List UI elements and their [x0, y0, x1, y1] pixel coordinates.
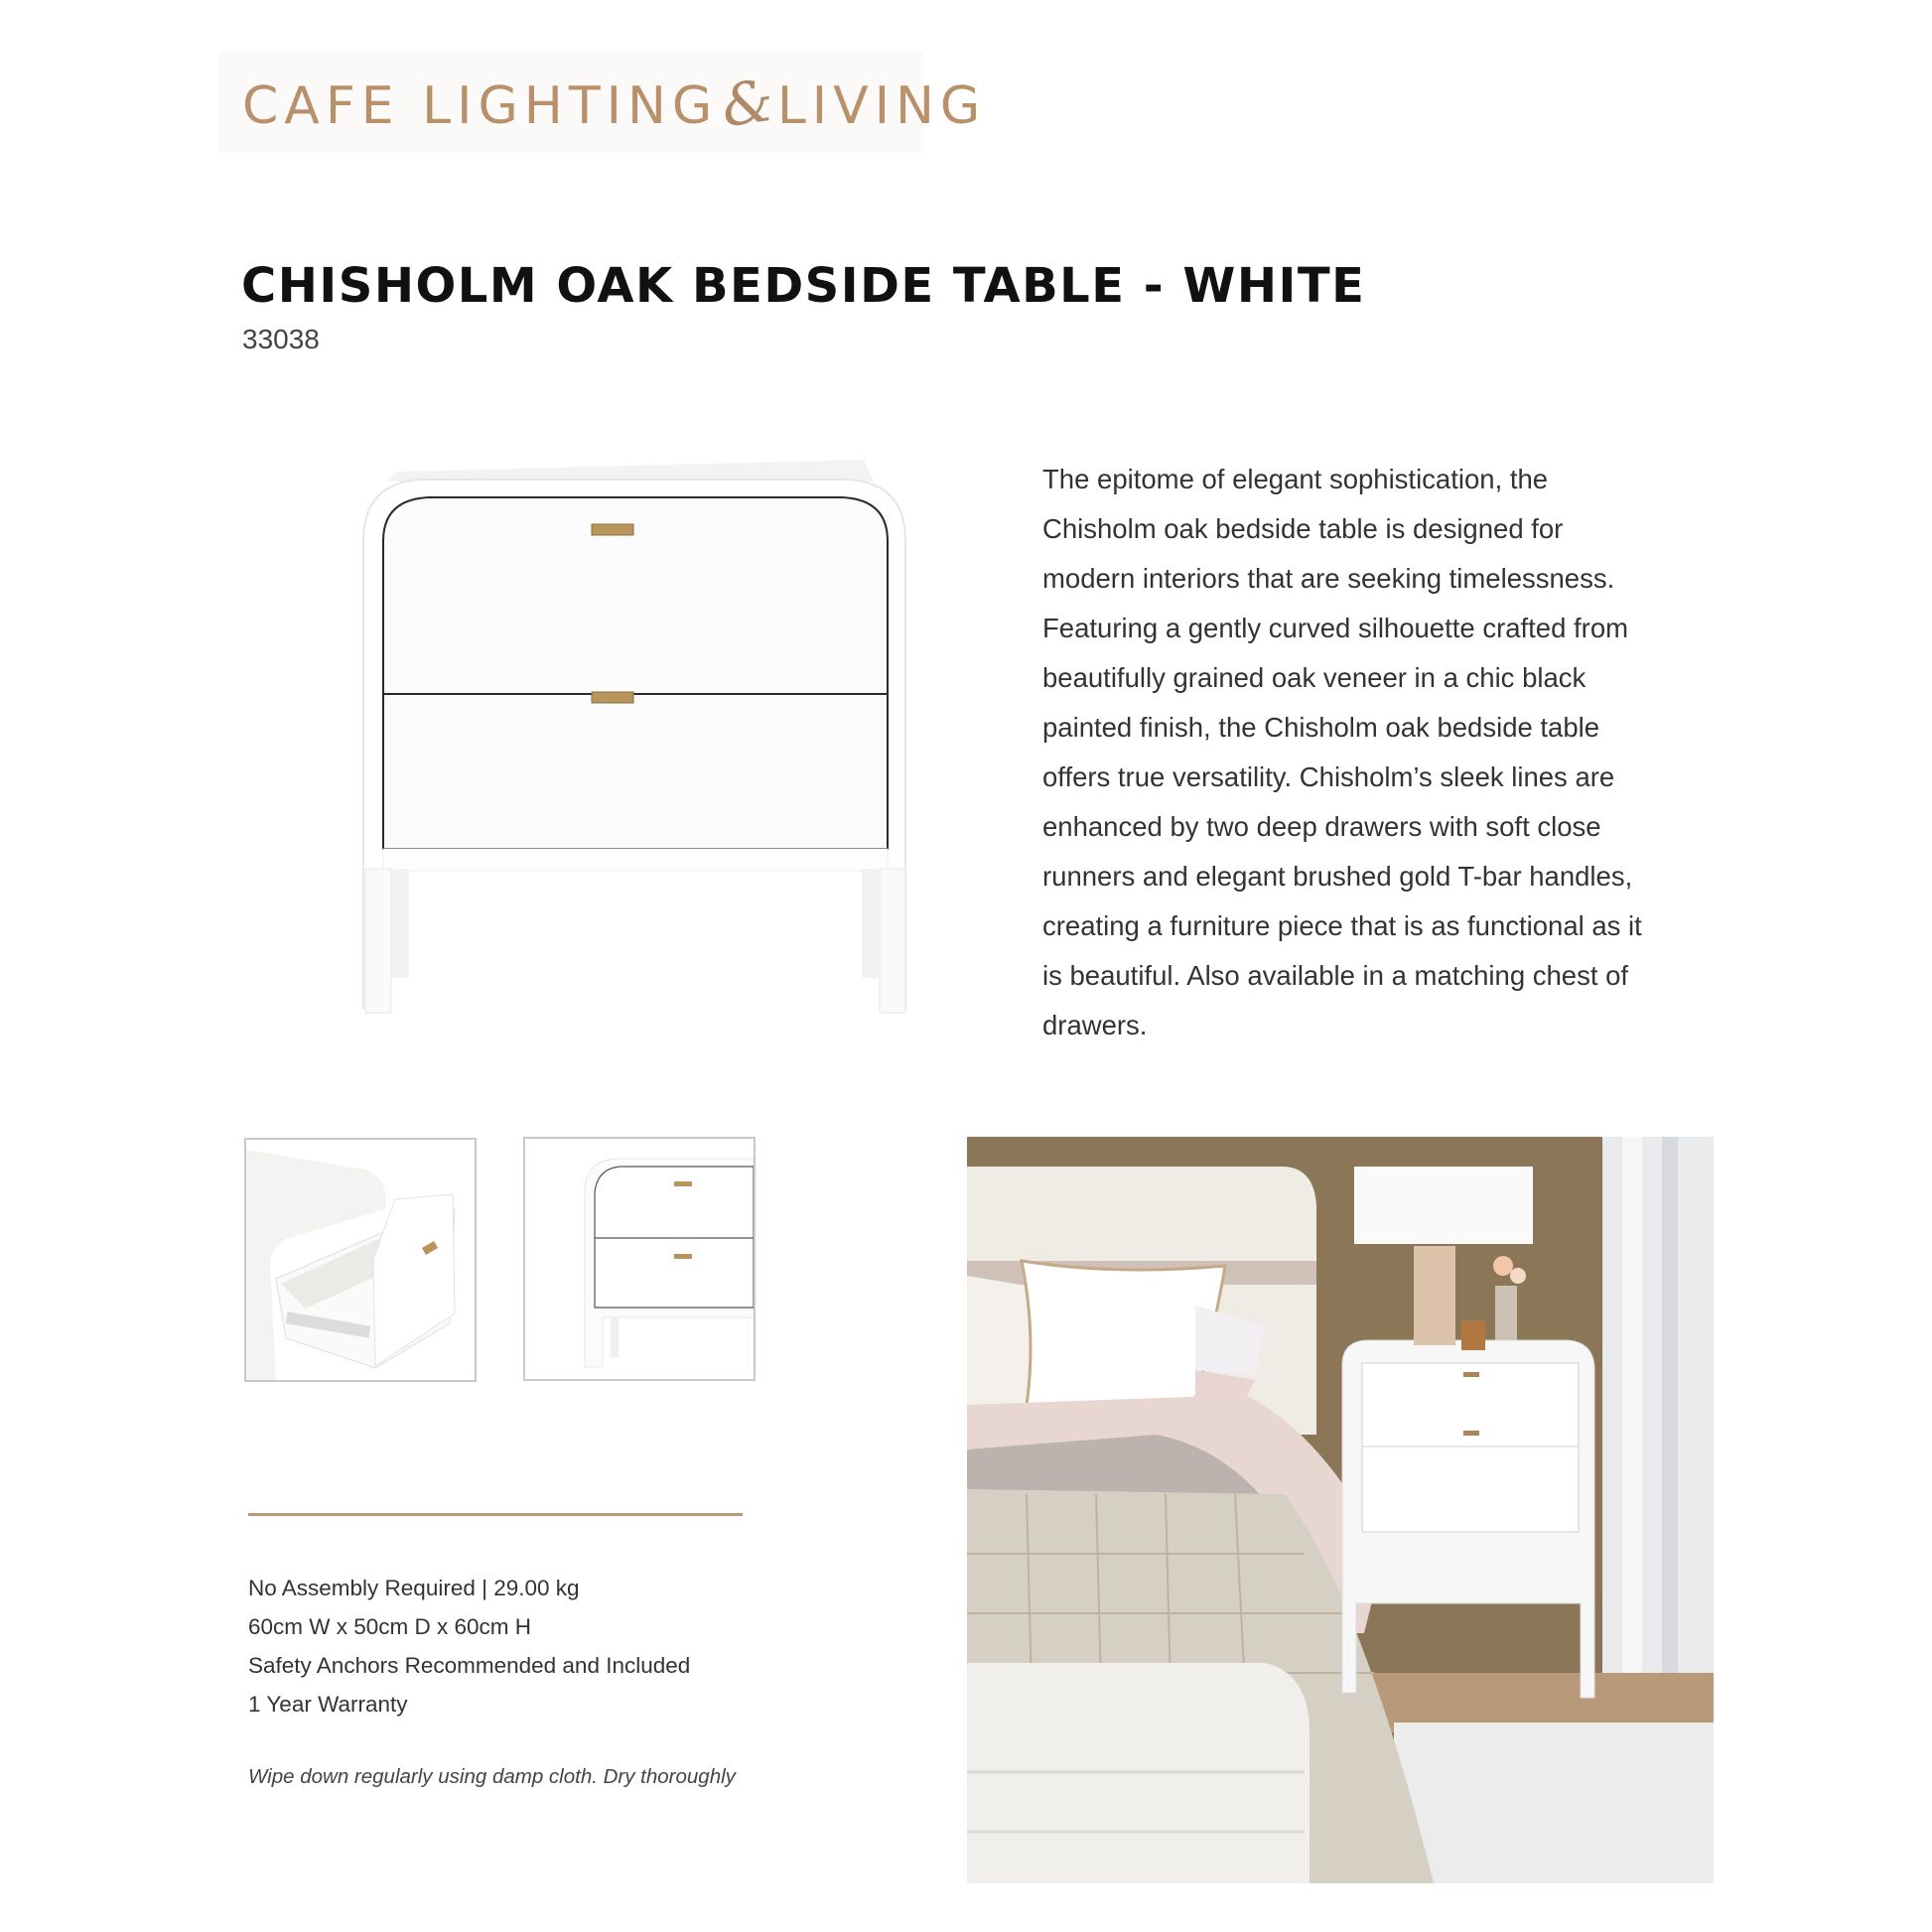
thumbnail-open-drawer [244, 1138, 477, 1382]
description-line: is beautiful. Also available in a matching chest of [1042, 960, 1629, 991]
description-line: The epitome of elegant sophistication, the [1042, 464, 1549, 494]
description-line: offers true versatility. Chisholm’s sleek lines are [1042, 761, 1615, 792]
description-line: enhanced by two deep drawers with soft close [1042, 811, 1601, 842]
description-line: painted finish, the Chisholm oak bedside table [1042, 712, 1600, 743]
description-line: Featuring a gently curved silhouette crafted from [1042, 613, 1629, 643]
hero-product-image [357, 452, 913, 1028]
description-line: drawers. [1042, 1010, 1148, 1040]
open-drawer-illustration [246, 1140, 475, 1380]
description-line: creating a furniture piece that is as functional as it [1042, 910, 1642, 941]
bedroom-scene-illustration [967, 1137, 1714, 1883]
product-sku: 33038 [242, 324, 320, 354]
lifestyle-bedroom-image [967, 1137, 1714, 1883]
product-description [1042, 455, 1737, 1050]
section-divider [248, 1513, 743, 1516]
logo-text-left: CAFE LIGHTING [242, 76, 719, 136]
description-line: Chisholm oak bedside table is designed for [1042, 513, 1564, 544]
drawer-detail-illustration [525, 1139, 754, 1379]
spec-assembly-weight: No Assembly Required | 29.00 kg [248, 1576, 580, 1600]
product-title: CHISHOLM OAK BEDSIDE TABLE - WHITE [241, 258, 1366, 314]
description-line: beautifully grained oak veneer in a chic black [1042, 662, 1587, 693]
brand-logo [242, 66, 987, 141]
bedside-table-illustration [357, 452, 913, 1028]
care-instructions: Wipe down regularly using damp cloth. Dry thoroughly [248, 1765, 736, 1788]
description-line: runners and elegant brushed gold T-bar handles, [1042, 861, 1633, 892]
logo-ampersand-icon: & [717, 66, 778, 141]
thumbnail-drawer-detail [523, 1137, 756, 1381]
spec-warranty: 1 Year Warranty [248, 1692, 408, 1717]
product-specs [248, 1569, 690, 1724]
spec-dimensions: 60cm W x 50cm D x 60cm H [248, 1614, 532, 1639]
logo-text-right: LIVING [776, 76, 987, 136]
spec-safety-anchors: Safety Anchors Recommended and Included [248, 1653, 691, 1678]
description-line: modern interiors that are seeking timelessness. [1042, 563, 1615, 594]
